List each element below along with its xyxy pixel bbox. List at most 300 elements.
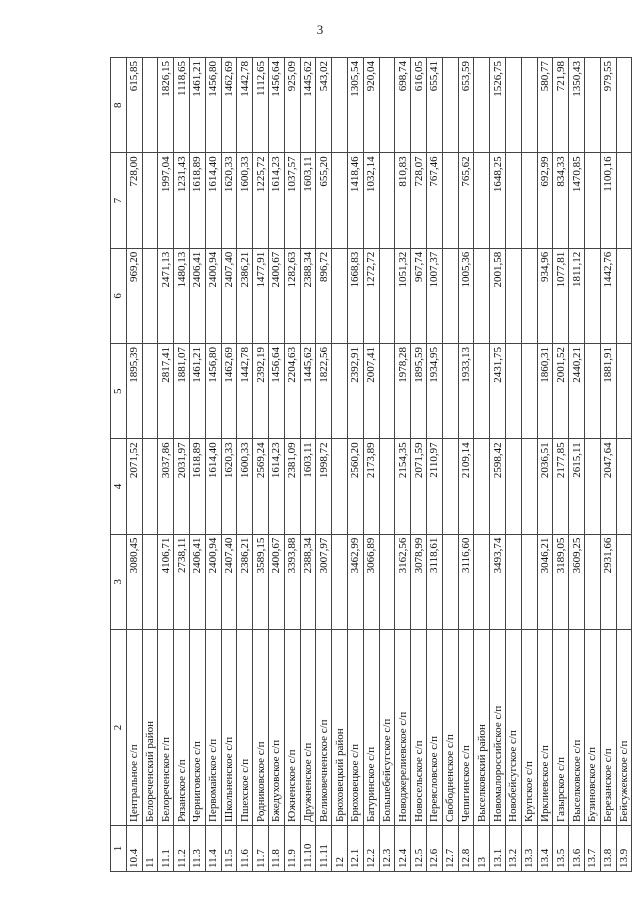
value-cell: 1272,72: [363, 248, 379, 343]
value-cell: 1480,13: [174, 248, 190, 343]
value-cell: 1648,25: [490, 153, 506, 248]
row-number-cell: 11.5: [221, 826, 237, 872]
value-cell: 653,59: [458, 58, 474, 153]
settlement-name-cell: Новобейсугское с/п: [505, 630, 521, 826]
table-row: [569, 58, 585, 872]
value-cell: [332, 534, 348, 629]
data-table: [110, 57, 632, 872]
settlement-name-cell: Южненское с/п: [284, 630, 300, 826]
value-cell: 580,77: [537, 58, 553, 153]
value-cell: [379, 344, 395, 439]
table-row: [347, 58, 363, 872]
value-cell: 2173,89: [363, 439, 379, 534]
value-cell: 967,74: [411, 248, 427, 343]
row-number-cell: 11.1: [158, 826, 174, 872]
value-cell: 3609,25: [569, 534, 585, 629]
settlement-name-cell: Родниковское с/п: [253, 630, 269, 826]
value-cell: 3078,99: [411, 534, 427, 629]
table-row: [600, 58, 616, 872]
settlement-name-cell: Новоджерелиевское с/п: [395, 630, 411, 826]
value-cell: 543,02: [316, 58, 332, 153]
value-cell: [442, 153, 458, 248]
value-cell: [505, 58, 521, 153]
value-cell: 3037,86: [158, 439, 174, 534]
value-cell: 767,46: [426, 153, 442, 248]
value-cell: [584, 58, 600, 153]
settlement-name-cell: Черниговское с/п: [189, 630, 205, 826]
value-cell: [379, 58, 395, 153]
settlement-name-cell: Чепигинское с/п: [458, 630, 474, 826]
value-cell: [521, 439, 537, 534]
value-cell: 3493,74: [490, 534, 506, 629]
settlement-name-cell: Березанское с/п: [600, 630, 616, 826]
value-cell: 1077,81: [553, 248, 569, 343]
value-cell: 1860,31: [537, 344, 553, 439]
value-cell: 1442,78: [237, 58, 253, 153]
value-cell: 692,99: [537, 153, 553, 248]
table-row: [316, 58, 332, 872]
value-cell: 1462,69: [221, 344, 237, 439]
value-cell: 1350,43: [569, 58, 585, 153]
value-cell: [442, 344, 458, 439]
value-cell: [142, 534, 158, 629]
value-cell: 1462,69: [221, 58, 237, 153]
row-number-cell: 12.3: [379, 826, 395, 872]
value-cell: 1477,91: [253, 248, 269, 343]
value-cell: 2738,11: [174, 534, 190, 629]
settlement-name-cell: Брюховецкое с/п: [347, 630, 363, 826]
value-cell: 896,72: [316, 248, 332, 343]
value-cell: 1614,40: [205, 439, 221, 534]
row-number-cell: 13.9: [616, 826, 632, 872]
row-number-cell: 11.6: [237, 826, 253, 872]
settlement-name-cell: Бжедуховское с/п: [268, 630, 284, 826]
value-cell: [474, 248, 490, 343]
value-cell: [521, 344, 537, 439]
value-cell: 1231,43: [174, 153, 190, 248]
value-cell: 2381,09: [284, 439, 300, 534]
value-cell: [142, 344, 158, 439]
value-cell: 2431,75: [490, 344, 506, 439]
settlement-name-cell: Рязанское с/п: [174, 630, 190, 826]
row-number-cell: 11.4: [205, 826, 221, 872]
table-row: [174, 58, 190, 872]
value-cell: 1618,89: [189, 153, 205, 248]
settlement-name-cell: Дружненское с/п: [300, 630, 316, 826]
header-cell: 3: [111, 534, 127, 629]
value-cell: 1461,21: [189, 58, 205, 153]
value-cell: 3066,89: [363, 534, 379, 629]
value-cell: 810,83: [395, 153, 411, 248]
value-cell: [584, 248, 600, 343]
row-number-cell: 11: [142, 826, 158, 872]
value-cell: 2110,97: [426, 439, 442, 534]
value-cell: [442, 248, 458, 343]
value-cell: 1032,14: [363, 153, 379, 248]
header-row: [111, 58, 127, 872]
value-cell: 1826,15: [158, 58, 174, 153]
value-cell: [616, 248, 632, 343]
value-cell: 616,05: [411, 58, 427, 153]
value-cell: 1526,75: [490, 58, 506, 153]
header-cell: 4: [111, 439, 127, 534]
table-row: [505, 58, 521, 872]
row-number-cell: 13.8: [600, 826, 616, 872]
row-number-cell: 11.8: [268, 826, 284, 872]
value-cell: [584, 344, 600, 439]
value-cell: 920,04: [363, 58, 379, 153]
value-cell: 2071,59: [411, 439, 427, 534]
value-cell: 1456,64: [268, 58, 284, 153]
table-row: [521, 58, 537, 872]
value-cell: 2047,64: [600, 439, 616, 534]
value-cell: [442, 439, 458, 534]
settlement-name-cell: Белореченское г/п: [158, 630, 174, 826]
value-cell: 4106,71: [158, 534, 174, 629]
value-cell: 1442,78: [237, 344, 253, 439]
value-cell: 1305,54: [347, 58, 363, 153]
value-cell: 2817,41: [158, 344, 174, 439]
value-cell: 2031,97: [174, 439, 190, 534]
row-number-cell: 11.9: [284, 826, 300, 872]
value-cell: 2392,19: [253, 344, 269, 439]
value-cell: [616, 153, 632, 248]
value-cell: 2007,41: [363, 344, 379, 439]
table-row: [284, 58, 300, 872]
value-cell: 3046,21: [537, 534, 553, 629]
settlement-name-cell: Большебейсугское с/п: [379, 630, 395, 826]
table-row: [253, 58, 269, 872]
value-cell: 2400,94: [205, 534, 221, 629]
table-row: [553, 58, 569, 872]
value-cell: 2407,40: [221, 248, 237, 343]
table-row: [332, 58, 348, 872]
value-cell: 2400,94: [205, 248, 221, 343]
value-cell: 2406,41: [189, 534, 205, 629]
value-cell: 2109,14: [458, 439, 474, 534]
table-row: [537, 58, 553, 872]
value-cell: 1051,32: [395, 248, 411, 343]
value-cell: [616, 58, 632, 153]
value-cell: 2615,11: [569, 439, 585, 534]
row-number-cell: 11.7: [253, 826, 269, 872]
header-cell: 2: [111, 630, 127, 826]
value-cell: 1456,80: [205, 344, 221, 439]
value-cell: 1881,91: [600, 344, 616, 439]
value-cell: 2598,42: [490, 439, 506, 534]
value-cell: [521, 534, 537, 629]
table-row: [490, 58, 506, 872]
value-cell: 1461,21: [189, 344, 205, 439]
value-cell: [474, 58, 490, 153]
value-cell: [505, 534, 521, 629]
value-cell: 721,98: [553, 58, 569, 153]
table-row: [268, 58, 284, 872]
table-row: [237, 58, 253, 872]
value-cell: 3462,99: [347, 534, 363, 629]
value-cell: [474, 439, 490, 534]
settlement-name-cell: Газырское с/п: [553, 630, 569, 826]
row-number-cell: 11.11: [316, 826, 332, 872]
value-cell: [442, 534, 458, 629]
settlement-name-cell: Ирклиевское с/п: [537, 630, 553, 826]
value-cell: 1614,23: [268, 439, 284, 534]
value-cell: [505, 153, 521, 248]
value-cell: 1282,63: [284, 248, 300, 343]
value-cell: 655,41: [426, 58, 442, 153]
value-cell: [616, 534, 632, 629]
row-number-cell: 12.8: [458, 826, 474, 872]
settlement-name-cell: Новосельское с/п: [411, 630, 427, 826]
value-cell: 1620,33: [221, 153, 237, 248]
value-cell: [474, 153, 490, 248]
value-cell: [505, 248, 521, 343]
value-cell: 2204,63: [284, 344, 300, 439]
settlement-name-cell: Выселковский район: [474, 630, 490, 826]
header-cell: 1: [111, 826, 127, 872]
table-row: [584, 58, 600, 872]
value-cell: 3589,15: [253, 534, 269, 629]
value-cell: 3162,56: [395, 534, 411, 629]
value-cell: 1418,46: [347, 153, 363, 248]
value-cell: 2440,21: [569, 344, 585, 439]
row-number-cell: 13.6: [569, 826, 585, 872]
header-cell: 6: [111, 248, 127, 343]
value-cell: 1895,39: [126, 344, 142, 439]
table-row: [395, 58, 411, 872]
value-cell: [332, 58, 348, 153]
value-cell: [474, 534, 490, 629]
value-cell: 3007,97: [316, 534, 332, 629]
value-cell: 1618,89: [189, 439, 205, 534]
value-cell: 3080,45: [126, 534, 142, 629]
value-cell: 969,20: [126, 248, 142, 343]
value-cell: 1007,37: [426, 248, 442, 343]
value-cell: [332, 153, 348, 248]
settlement-name-cell: Батуринское с/п: [363, 630, 379, 826]
value-cell: 1456,64: [268, 344, 284, 439]
value-cell: 3189,05: [553, 534, 569, 629]
table-row: [426, 58, 442, 872]
value-cell: 3118,61: [426, 534, 442, 629]
value-cell: 1934,95: [426, 344, 442, 439]
value-cell: [332, 344, 348, 439]
value-cell: [332, 439, 348, 534]
value-cell: 1118,65: [174, 58, 190, 153]
value-cell: 1668,83: [347, 248, 363, 343]
table-frame: [110, 58, 630, 872]
value-cell: [521, 248, 537, 343]
value-cell: 1600,33: [237, 439, 253, 534]
row-number-cell: 12.2: [363, 826, 379, 872]
table-row: [616, 58, 632, 872]
settlement-name-cell: Свободненское с/п: [442, 630, 458, 826]
value-cell: 1997,04: [158, 153, 174, 248]
row-number-cell: 13.1: [490, 826, 506, 872]
value-cell: 1895,59: [411, 344, 427, 439]
value-cell: 615,85: [126, 58, 142, 153]
value-cell: 2406,41: [189, 248, 205, 343]
value-cell: 2560,20: [347, 439, 363, 534]
value-cell: [379, 534, 395, 629]
value-cell: 3393,88: [284, 534, 300, 629]
row-number-cell: 13.5: [553, 826, 569, 872]
settlement-name-cell: Пшехское с/п: [237, 630, 253, 826]
value-cell: [584, 439, 600, 534]
value-cell: [379, 248, 395, 343]
rotated-table-wrapper: [110, 58, 630, 872]
table-row: [474, 58, 490, 872]
table-row: [442, 58, 458, 872]
value-cell: 2388,34: [300, 534, 316, 629]
value-cell: 2388,34: [300, 248, 316, 343]
value-cell: 2392,91: [347, 344, 363, 439]
row-number-cell: 13.4: [537, 826, 553, 872]
value-cell: [142, 248, 158, 343]
value-cell: [521, 58, 537, 153]
value-cell: 2407,40: [221, 534, 237, 629]
value-cell: 2471,13: [158, 248, 174, 343]
row-number-cell: 12.4: [395, 826, 411, 872]
table-row: [458, 58, 474, 872]
value-cell: 1225,72: [253, 153, 269, 248]
value-cell: 1978,28: [395, 344, 411, 439]
settlement-name-cell: Первомайское с/п: [205, 630, 221, 826]
value-cell: 1445,62: [300, 58, 316, 153]
value-cell: [616, 439, 632, 534]
value-cell: 1470,85: [569, 153, 585, 248]
value-cell: [474, 344, 490, 439]
row-number-cell: 13.7: [584, 826, 600, 872]
value-cell: 1811,12: [569, 248, 585, 343]
row-number-cell: 12: [332, 826, 348, 872]
table-row: [205, 58, 221, 872]
table-row: [363, 58, 379, 872]
value-cell: 1603,11: [300, 153, 316, 248]
value-cell: 3116,60: [458, 534, 474, 629]
value-cell: 728,00: [126, 153, 142, 248]
settlement-name-cell: Крупское с/п: [521, 630, 537, 826]
value-cell: [142, 153, 158, 248]
value-cell: 1005,36: [458, 248, 474, 343]
row-number-cell: 12.5: [411, 826, 427, 872]
settlement-name-cell: Центральное с/п: [126, 630, 142, 826]
value-cell: 2071,52: [126, 439, 142, 534]
value-cell: 1456,80: [205, 58, 221, 153]
value-cell: [616, 344, 632, 439]
value-cell: 925,09: [284, 58, 300, 153]
value-cell: 2154,35: [395, 439, 411, 534]
value-cell: [379, 153, 395, 248]
value-cell: 765,62: [458, 153, 474, 248]
value-cell: 1614,23: [268, 153, 284, 248]
value-cell: 2386,21: [237, 534, 253, 629]
value-cell: [142, 439, 158, 534]
settlement-name-cell: Бузиновское с/п: [584, 630, 600, 826]
value-cell: 934,96: [537, 248, 553, 343]
row-number-cell: 12.6: [426, 826, 442, 872]
row-number-cell: 12.1: [347, 826, 363, 872]
settlement-name-cell: Школьненское с/п: [221, 630, 237, 826]
settlement-name-cell: Переясловское с/п: [426, 630, 442, 826]
row-number-cell: 13: [474, 826, 490, 872]
header-cell: 5: [111, 344, 127, 439]
settlement-name-cell: Брюховецкий район: [332, 630, 348, 826]
value-cell: 1614,40: [205, 153, 221, 248]
value-cell: [442, 58, 458, 153]
value-cell: 2400,67: [268, 248, 284, 343]
value-cell: [332, 248, 348, 343]
value-cell: 1445,62: [300, 344, 316, 439]
value-cell: [142, 58, 158, 153]
row-number-cell: 13.2: [505, 826, 521, 872]
header-cell: 8: [111, 58, 127, 153]
row-number-cell: 10.4: [126, 826, 142, 872]
settlement-name-cell: Выселковское с/п: [569, 630, 585, 826]
value-cell: 2001,52: [553, 344, 569, 439]
header-cell: 7: [111, 153, 127, 248]
table-row: [142, 58, 158, 872]
value-cell: 1112,65: [253, 58, 269, 153]
value-cell: 1442,76: [600, 248, 616, 343]
value-cell: 655,20: [316, 153, 332, 248]
row-number-cell: 13.3: [521, 826, 537, 872]
row-number-cell: 11.2: [174, 826, 190, 872]
value-cell: [521, 153, 537, 248]
value-cell: 1620,33: [221, 439, 237, 534]
settlement-name-cell: Белореченский район: [142, 630, 158, 826]
table-row: [379, 58, 395, 872]
table-row: [189, 58, 205, 872]
value-cell: 2386,21: [237, 248, 253, 343]
table-row: [300, 58, 316, 872]
row-number-cell: 11.10: [300, 826, 316, 872]
value-cell: 2400,67: [268, 534, 284, 629]
settlement-name-cell: Новомалороссийское с/п: [490, 630, 506, 826]
value-cell: 834,33: [553, 153, 569, 248]
value-cell: 698,74: [395, 58, 411, 153]
value-cell: 1933,13: [458, 344, 474, 439]
value-cell: 1100,16: [600, 153, 616, 248]
value-cell: 2177,85: [553, 439, 569, 534]
value-cell: 1881,07: [174, 344, 190, 439]
settlement-name-cell: Бейсужекское с/п: [616, 630, 632, 826]
value-cell: 1037,57: [284, 153, 300, 248]
value-cell: 1998,72: [316, 439, 332, 534]
value-cell: [379, 439, 395, 534]
row-number-cell: 12.7: [442, 826, 458, 872]
settlement-name-cell: Великовечненское с/п: [316, 630, 332, 826]
value-cell: 1603,11: [300, 439, 316, 534]
value-cell: 2036,51: [537, 439, 553, 534]
table-row: [126, 58, 142, 872]
value-cell: 2931,66: [600, 534, 616, 629]
value-cell: 728,07: [411, 153, 427, 248]
value-cell: 1600,33: [237, 153, 253, 248]
value-cell: 2001,58: [490, 248, 506, 343]
value-cell: 1822,56: [316, 344, 332, 439]
table-row: [221, 58, 237, 872]
value-cell: 2569,24: [253, 439, 269, 534]
value-cell: [584, 534, 600, 629]
table-row: [411, 58, 427, 872]
page-number: 3: [316, 22, 324, 37]
value-cell: [584, 153, 600, 248]
value-cell: [505, 344, 521, 439]
value-cell: 979,55: [600, 58, 616, 153]
table-row: [158, 58, 174, 872]
table-body: [111, 58, 632, 872]
